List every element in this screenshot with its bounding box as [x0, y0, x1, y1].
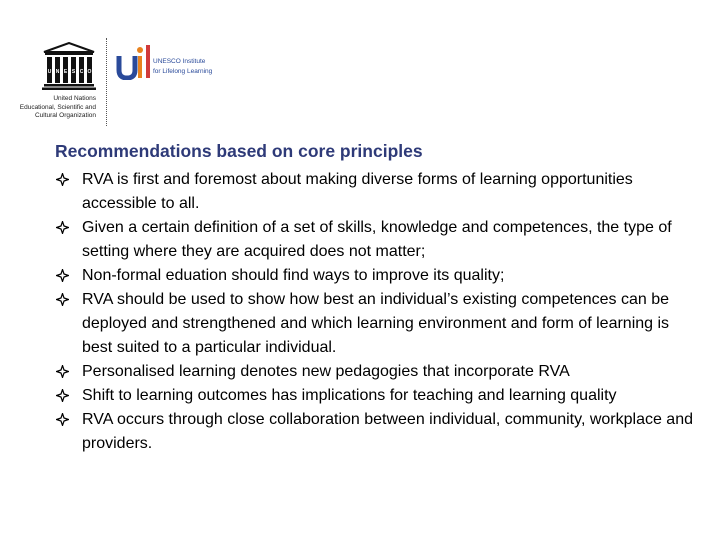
slide-title: Recommendations based on core principles — [55, 141, 423, 161]
svg-text:C: C — [79, 69, 84, 75]
unesco-logo — [40, 42, 98, 90]
four-point-diamond-icon — [56, 365, 69, 378]
bullet-item — [56, 216, 696, 264]
bullet-text: RVA should be used to show how best an individual’s existing competences can be deployed and strengthened and which learning environment and form of learning is best suited to a particular individual. — [82, 291, 670, 356]
bullet-text: Non-formal eduation should find ways to improve its quality; — [82, 267, 505, 284]
logo-divider — [106, 38, 107, 126]
four-point-diamond-icon — [56, 269, 69, 282]
four-point-diamond-icon — [56, 173, 69, 186]
bullet-item — [56, 264, 696, 288]
bullet-text: RVA occurs through close collaboration between individual, community, workplace and providers. — [82, 411, 693, 452]
bullet-item — [56, 360, 696, 384]
uil-institute-name: UNESCO Institute for Lifelong Learning — [153, 58, 213, 75]
bullet-text: RVA is first and foremost about making diverse forms of learning opportunities accessible to all. — [82, 171, 633, 212]
bullet-item — [56, 384, 696, 408]
bullet-item — [56, 408, 696, 456]
four-point-diamond-icon — [56, 221, 69, 234]
svg-text:E: E — [63, 69, 68, 75]
bullet-text: Shift to learning outcomes has implications for teaching and learning quality — [82, 387, 617, 404]
svg-text:N: N — [55, 69, 60, 75]
svg-text:U: U — [47, 69, 52, 75]
four-point-diamond-icon — [56, 293, 69, 306]
bullet-text: Personalised learning denotes new pedagogies that incorporate RVA — [82, 363, 570, 380]
bullet-item — [56, 288, 696, 360]
header — [0, 0, 720, 135]
bullet-text: Given a certain definition of a set of skills, knowledge and competences, the type of setting where they are acquired does not matter; — [82, 219, 672, 260]
uil-logo — [116, 42, 156, 80]
unesco-caption: United Nations Educational, Scientific and Cultural Organization — [19, 95, 96, 119]
svg-text:S: S — [71, 69, 76, 75]
four-point-diamond-icon — [56, 389, 69, 402]
svg-text:O: O — [87, 69, 92, 75]
four-point-diamond-icon — [56, 413, 69, 426]
bullet-list — [56, 168, 696, 456]
bullet-item — [56, 168, 696, 216]
